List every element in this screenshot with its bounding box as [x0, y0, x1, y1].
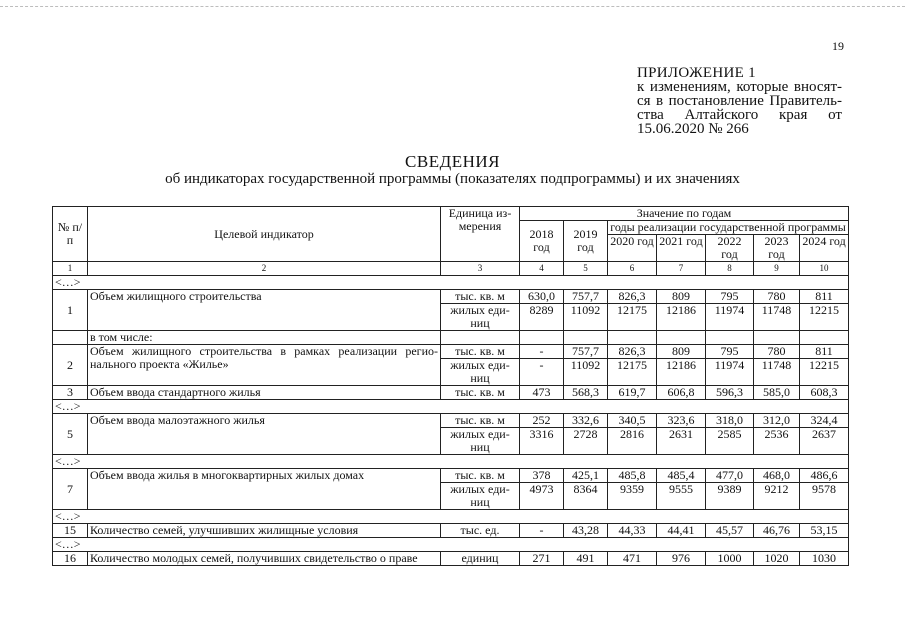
- value-cell: 43,28: [564, 524, 608, 538]
- table-row: [53, 345, 849, 359]
- value-cell: 780: [754, 345, 800, 359]
- value-cell: -: [520, 345, 564, 359]
- value-cell: 976: [657, 552, 706, 566]
- gap-row: [53, 400, 849, 414]
- value-cell: 471: [608, 552, 657, 566]
- column-number: 8: [706, 262, 754, 276]
- value-cell: 1020: [754, 552, 800, 566]
- table-row: [53, 290, 849, 304]
- value-cell: 619,7: [608, 386, 657, 400]
- value-cell: 477,0: [706, 469, 754, 483]
- value-cell: 252: [520, 414, 564, 428]
- table-row: [53, 469, 849, 483]
- header-row: [53, 207, 849, 221]
- gap-row: [53, 276, 849, 290]
- value-cell: 425,1: [564, 469, 608, 483]
- indicator-name: Объем ввода жилья в многоквартирных жилых домах: [88, 469, 441, 510]
- unit-cell: тыс. кв. м: [441, 469, 520, 483]
- value-cell: [520, 331, 564, 345]
- value-cell: 12175: [608, 359, 657, 386]
- value-cell: 2816: [608, 428, 657, 455]
- table-row: [53, 524, 849, 538]
- value-cell: 811: [800, 290, 849, 304]
- value-cell: 596,3: [706, 386, 754, 400]
- value-cell: 11974: [706, 359, 754, 386]
- indicator-name: Объем ввода стандартного жилья: [88, 386, 441, 400]
- value-cell: 45,57: [706, 524, 754, 538]
- value-cell: 8289: [520, 304, 564, 331]
- unit-cell: жилых единиц: [441, 483, 520, 510]
- value-cell: 2585: [706, 428, 754, 455]
- column-number: 3: [441, 262, 520, 276]
- value-cell: 9359: [608, 483, 657, 510]
- value-cell: 2728: [564, 428, 608, 455]
- unit-cell: тыс. кв. м: [441, 345, 520, 359]
- value-cell: 9578: [800, 483, 849, 510]
- row-number: 3: [53, 386, 88, 400]
- value-cell: 9212: [754, 483, 800, 510]
- appendix-block: [637, 66, 842, 136]
- value-cell: 318,0: [706, 414, 754, 428]
- column-number: 6: [608, 262, 657, 276]
- value-cell: 2536: [754, 428, 800, 455]
- column-number: 10: [800, 262, 849, 276]
- table-row: [53, 414, 849, 428]
- unit-cell: тыс. кв. м: [441, 414, 520, 428]
- header-unit: Единица измерения: [441, 207, 520, 262]
- indicator-name: Количество молодых семей, получивших свидетельство о праве: [88, 552, 441, 566]
- page-number: 19: [832, 39, 844, 53]
- gap-row: [53, 538, 849, 552]
- value-cell: 1030: [800, 552, 849, 566]
- value-cell: 44,33: [608, 524, 657, 538]
- value-cell: 271: [520, 552, 564, 566]
- gap-marker: <…>: [53, 510, 849, 524]
- scan-edge-line: [0, 6, 905, 7]
- value-cell: 826,3: [608, 290, 657, 304]
- unit-cell: жилых единиц: [441, 428, 520, 455]
- value-cell: [706, 331, 754, 345]
- value-cell: [800, 331, 849, 345]
- value-cell: 568,3: [564, 386, 608, 400]
- value-cell: 757,7: [564, 345, 608, 359]
- unit-cell: жилых единиц: [441, 304, 520, 331]
- table-row: [53, 552, 849, 566]
- value-cell: 2631: [657, 428, 706, 455]
- value-cell: 811: [800, 345, 849, 359]
- value-cell: 8364: [564, 483, 608, 510]
- gap-marker: <…>: [53, 455, 849, 469]
- gap-row: [53, 510, 849, 524]
- value-cell: 585,0: [754, 386, 800, 400]
- value-cell: 9389: [706, 483, 754, 510]
- row-number: 5: [53, 414, 88, 455]
- value-cell: 312,0: [754, 414, 800, 428]
- value-cell: 11748: [754, 304, 800, 331]
- value-cell: 606,8: [657, 386, 706, 400]
- row-number: [53, 331, 88, 345]
- value-cell: 9555: [657, 483, 706, 510]
- row-number: 2: [53, 345, 88, 386]
- header-year: 2018 год: [520, 221, 564, 262]
- value-cell: 809: [657, 290, 706, 304]
- value-cell: 12175: [608, 304, 657, 331]
- value-cell: [608, 331, 657, 345]
- appendix-title: ПРИЛОЖЕНИЕ 1: [637, 65, 756, 81]
- table-row: [53, 386, 849, 400]
- value-cell: 473: [520, 386, 564, 400]
- value-cell: 340,5: [608, 414, 657, 428]
- value-cell: 485,8: [608, 469, 657, 483]
- column-number: 9: [754, 262, 800, 276]
- value-cell: 324,4: [800, 414, 849, 428]
- value-cell: 2637: [800, 428, 849, 455]
- indicator-name: Количество семей, улучшивших жилищные условия: [88, 524, 441, 538]
- header-program-years: годы реализации государственной программы: [608, 221, 849, 235]
- value-cell: 608,3: [800, 386, 849, 400]
- gap-marker: <…>: [53, 276, 849, 290]
- indicator-name: Объем жилищного строительства: [88, 290, 441, 331]
- value-cell: 485,4: [657, 469, 706, 483]
- row-number: 15: [53, 524, 88, 538]
- including-label: в том числе:: [88, 331, 441, 345]
- value-cell: 11974: [706, 304, 754, 331]
- row-number: 7: [53, 469, 88, 510]
- indicator-name: Объем жилищного строительства в рамках реализации регионального проекта «Жилье»: [88, 345, 441, 386]
- column-number: 7: [657, 262, 706, 276]
- document-title: СВЕДЕНИЯ: [405, 152, 500, 171]
- value-cell: 53,15: [800, 524, 849, 538]
- unit-cell: жилых единиц: [441, 359, 520, 386]
- value-cell: 378: [520, 469, 564, 483]
- header-year: 2021 год: [657, 235, 706, 262]
- value-cell: 795: [706, 345, 754, 359]
- unit-cell: единиц: [441, 552, 520, 566]
- value-cell: -: [520, 359, 564, 386]
- table-row: [53, 331, 849, 345]
- header-num: № п/п: [53, 207, 88, 262]
- row-number: 16: [53, 552, 88, 566]
- value-cell: 12186: [657, 359, 706, 386]
- value-cell: 1000: [706, 552, 754, 566]
- value-cell: 630,0: [520, 290, 564, 304]
- value-cell: 486,6: [800, 469, 849, 483]
- header-year: 2024 год: [800, 235, 849, 262]
- unit-cell: тыс. ед.: [441, 524, 520, 538]
- gap-row: [53, 455, 849, 469]
- unit-cell: тыс. кв. м: [441, 290, 520, 304]
- value-cell: 46,76: [754, 524, 800, 538]
- value-cell: 332,6: [564, 414, 608, 428]
- header-year: 2020 год: [608, 235, 657, 262]
- gap-marker: <…>: [53, 538, 849, 552]
- value-cell: 12215: [800, 359, 849, 386]
- gap-marker: <…>: [53, 400, 849, 414]
- column-number: 4: [520, 262, 564, 276]
- value-cell: 826,3: [608, 345, 657, 359]
- value-cell: [754, 331, 800, 345]
- value-cell: 757,7: [564, 290, 608, 304]
- value-cell: 11748: [754, 359, 800, 386]
- value-cell: 11092: [564, 359, 608, 386]
- value-cell: 809: [657, 345, 706, 359]
- header-indicator: Целевой индикатор: [88, 207, 441, 262]
- value-cell: 323,6: [657, 414, 706, 428]
- header-values-by-year: Значение по годам: [520, 207, 849, 221]
- header-year: 2019 год: [564, 221, 608, 262]
- value-cell: 12215: [800, 304, 849, 331]
- value-cell: [564, 331, 608, 345]
- value-cell: 44,41: [657, 524, 706, 538]
- header-year: 2023 год: [754, 235, 800, 262]
- value-cell: 11092: [564, 304, 608, 331]
- row-number: 1: [53, 290, 88, 331]
- value-cell: 795: [706, 290, 754, 304]
- value-cell: 3316: [520, 428, 564, 455]
- value-cell: 468,0: [754, 469, 800, 483]
- appendix-body: к изменениям, которые вносятся в постановление Правительства Алтайского края от 15.06.2020 № 266: [637, 79, 842, 137]
- indicator-name: Объем ввода малоэтажного жилья: [88, 414, 441, 455]
- value-cell: [657, 331, 706, 345]
- header-year: 2022 год: [706, 235, 754, 262]
- value-cell: -: [520, 524, 564, 538]
- indicators-table: [52, 206, 849, 566]
- column-number: 1: [53, 262, 88, 276]
- unit-cell: [441, 331, 520, 345]
- value-cell: 491: [564, 552, 608, 566]
- column-number: 2: [88, 262, 441, 276]
- column-number: 5: [564, 262, 608, 276]
- unit-cell: тыс. кв. м: [441, 386, 520, 400]
- document-subtitle: об индикаторах государственной программы (показателях подпрограммы) и их значениях: [165, 171, 740, 187]
- column-number-row: [53, 262, 849, 276]
- value-cell: 780: [754, 290, 800, 304]
- value-cell: 4973: [520, 483, 564, 510]
- value-cell: 12186: [657, 304, 706, 331]
